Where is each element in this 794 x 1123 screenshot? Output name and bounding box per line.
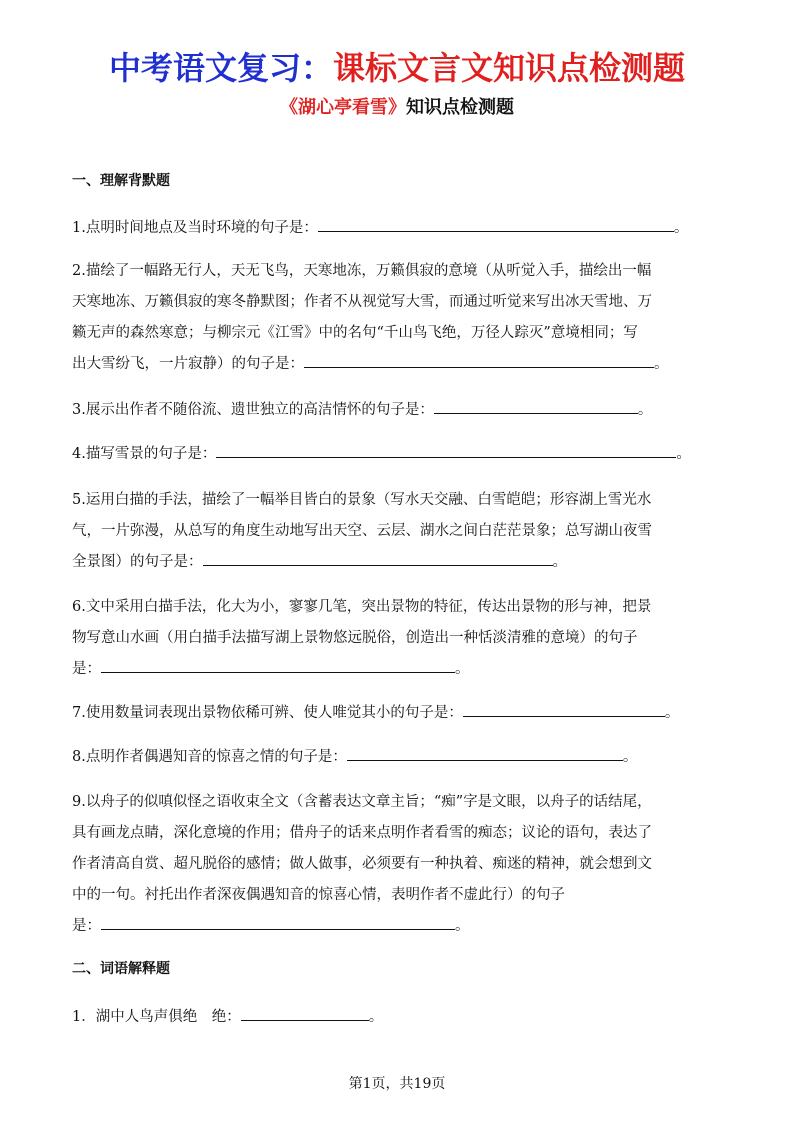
question-line: 7.使用数量词表现出景物依稀可辨、使人唯觉其小的句子是： 。 xyxy=(72,698,722,729)
answer-blank[interactable] xyxy=(101,655,455,673)
question-line: 中的一句。衬托出作者深夜偶遇知音的惊喜心情，表明作者不虚此行）的句子 xyxy=(72,887,565,903)
answer-blank[interactable] xyxy=(101,912,455,930)
question-1-9 xyxy=(72,787,722,942)
answer-blank[interactable] xyxy=(241,1003,369,1021)
question-1-2 xyxy=(72,256,722,380)
question-line: 8.点明作者偶遇知音的惊喜之情的句子是： 。 xyxy=(72,742,722,773)
question-line: 作者清高自赏、超凡脱俗的感情；做人做事，必须要有一种执着、痴迷的精神，就会想到文 xyxy=(72,856,652,872)
document-subtitle xyxy=(0,94,794,122)
section-heading-1: 一、理解背默题 xyxy=(72,173,170,189)
title-part-1: 中考语文复习： xyxy=(108,49,333,87)
question-line: 1.点明时间地点及当时环境的句子是： 。 xyxy=(72,213,722,244)
answer-blank[interactable] xyxy=(434,396,638,414)
question-line: 全景图）的句子是： 。 xyxy=(72,547,722,578)
question-1-1 xyxy=(72,213,722,244)
question-line: 是： 。 xyxy=(72,654,722,685)
question-line: 天寒地冻、万籁俱寂的寒冬静默图；作者不从视觉写大雪，而通过听觉来写出冰天雪地、万 xyxy=(72,294,652,310)
question-line: 具有画龙点睛，深化意境的作用；借舟子的话来点明作者看雪的痴态；议论的语句，表达了 xyxy=(72,825,652,841)
answer-blank[interactable] xyxy=(318,214,674,232)
question-line: 2.描绘了一幅路无行人，天无飞鸟，天寒地冻，万籁俱寂的意境（从听觉入手，描绘出一幅 xyxy=(72,263,652,279)
question-line: 4.描写雪景的句子是： 。 xyxy=(72,439,722,470)
question-line: 是： 。 xyxy=(72,911,722,942)
answer-blank[interactable] xyxy=(216,440,676,458)
subtitle-part-1: 《湖心亭看雪》 xyxy=(280,97,406,118)
question-2-1 xyxy=(72,1002,722,1033)
question-1-4 xyxy=(72,439,722,470)
section-heading-2: 二、词语解释题 xyxy=(72,961,170,977)
question-line: 5.运用白描的手法，描绘了一幅举目皆白的景象（写水天交融、白雪皑皑；形容湖上雪光水 xyxy=(72,492,652,508)
subtitle-part-2: 知识点检测题 xyxy=(406,97,514,118)
question-1-7 xyxy=(72,698,722,729)
page-footer: 第1页，共19页 xyxy=(348,1076,446,1092)
answer-blank[interactable] xyxy=(347,743,623,761)
question-line: 6.文中采用白描手法，化大为小，寥寥几笔，突出景物的特征，传达出景物的形与神，把景 xyxy=(72,599,652,615)
question-line: 3.展示出作者不随俗流、遗世独立的高洁情怀的句子是： 。 xyxy=(72,395,722,426)
question-1-5 xyxy=(72,485,722,578)
question-1-6 xyxy=(72,592,722,685)
answer-blank[interactable] xyxy=(463,699,665,717)
title-part-2: 课标文言文知识点检测题 xyxy=(333,49,686,87)
answer-blank[interactable] xyxy=(203,548,553,566)
question-1-8 xyxy=(72,742,722,773)
question-line: 气，一片弥漫，从总写的角度生动地写出天空、云层、湖水之间白茫茫景象；总写湖山夜雪 xyxy=(72,523,652,539)
question-line: 1．湖中人鸟声俱绝 绝： 。 xyxy=(72,1002,722,1033)
question-line: 出大雪纷飞，一片寂静）的句子是： 。 xyxy=(72,349,722,380)
question-line: 物写意山水画（用白描手法描写湖上景物悠远脱俗，创造出一种恬淡清雅的意境）的句子 xyxy=(72,630,638,646)
question-1-3 xyxy=(72,395,722,426)
document-title xyxy=(0,44,794,92)
question-line: 9.以舟子的似嗔似怪之语收束全文（含蓄表达文章主旨；“痴”字是文眼，以舟子的话结尾， xyxy=(72,794,652,810)
answer-blank[interactable] xyxy=(304,350,654,368)
question-line: 籁无声的森然寒意；与柳宗元《江雪》中的名句“千山鸟飞绝，万径人踪灭”意境相同；写 xyxy=(72,325,638,341)
